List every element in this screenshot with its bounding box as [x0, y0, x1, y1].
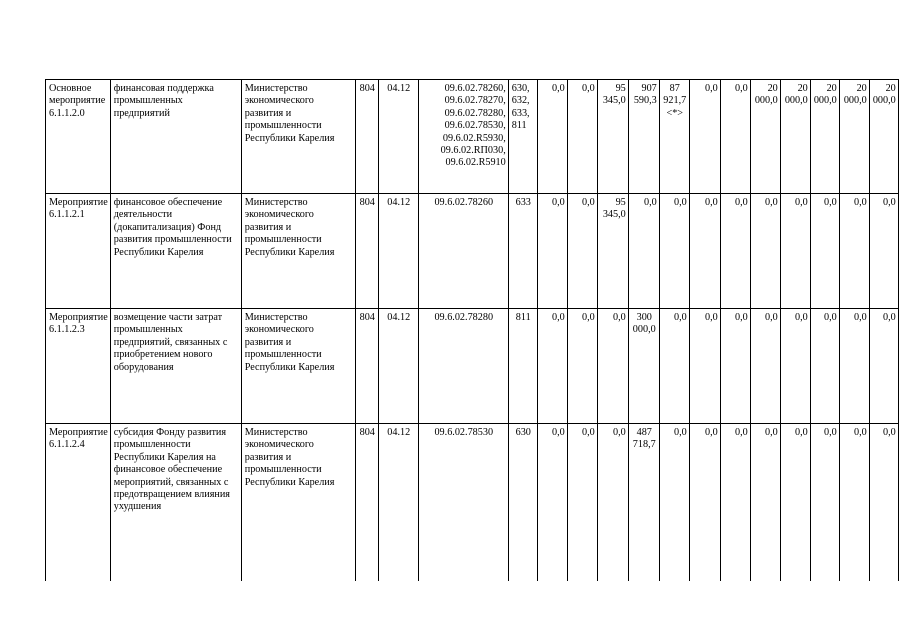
value-cell: 0,0	[567, 80, 597, 194]
value-cell: 0,0	[537, 309, 567, 424]
value-cell: 0,0	[628, 194, 659, 309]
row-grbs: 804	[355, 424, 378, 581]
vr-line: 630,	[511, 83, 530, 94]
csr-line: 09.6.02.78530	[434, 427, 494, 438]
row-rzpr: 04.12	[378, 424, 418, 581]
csr-line: 09.6.02.R5910	[445, 157, 506, 169]
value-cell: 20 000,0	[839, 80, 869, 194]
value-cell: 0,0	[780, 424, 810, 581]
value-cell: 0,0	[537, 194, 567, 309]
value-cell: 0,0	[750, 194, 780, 309]
row-executor: Министерство экономического развития и промышленности Республики Карелия	[241, 424, 355, 581]
value-cell: 20 000,0	[780, 80, 810, 194]
value-cell: 0,0	[810, 194, 839, 309]
value-cell: 0,0	[567, 309, 597, 424]
value-cell: 87 921,7 <*>	[659, 80, 689, 194]
vr-line: 633,	[511, 107, 530, 119]
row-name: финансовое обеспечение деятельности (докапитализация) Фонд развития промышленности Республики Карелия	[110, 194, 241, 309]
value-cell: 0,0	[597, 424, 628, 581]
csr-line: 09.6.02.78260	[434, 197, 494, 208]
row-code: Основное мероприятие 6.1.1.2.0	[46, 80, 111, 194]
value-cell: 0,0	[839, 424, 869, 581]
value-cell: 0,0	[720, 80, 750, 194]
row-executor: Министерство экономического развития и промышленности Республики Карелия	[241, 80, 355, 194]
value-cell: 95 345,0	[597, 194, 628, 309]
csr-line: 09.6.02.78260,	[444, 83, 506, 94]
row-name: субсидия Фонду развития промышленности Республики Карелия на финансовое обеспечение мероприятий, связанных с предотвращением влияния ухудшения	[110, 424, 241, 581]
row-vr	[508, 424, 537, 581]
row-csr	[418, 194, 508, 309]
row-rzpr: 04.12	[378, 194, 418, 309]
value-cell: 0,0	[689, 424, 720, 581]
row-csr	[418, 424, 508, 581]
value-cell: 0,0	[750, 309, 780, 424]
row-csr	[418, 309, 508, 424]
value-cell: 0,0	[750, 424, 780, 581]
csr-line: 09.6.02.78270,	[444, 95, 506, 107]
row-rzpr: 04.12	[378, 80, 418, 194]
vr-line: 811	[511, 120, 527, 132]
vr-line: 811	[515, 312, 531, 323]
row-grbs: 804	[355, 80, 378, 194]
table-row	[46, 80, 899, 194]
row-grbs: 804	[355, 194, 378, 309]
value-cell: 0,0	[689, 309, 720, 424]
value-cell: 0,0	[689, 80, 720, 194]
value-cell: 907 590,3	[628, 80, 659, 194]
csr-line: 09.6.02.78530,	[444, 120, 506, 132]
value-cell: 0,0	[597, 309, 628, 424]
value-cell: 0,0	[869, 424, 898, 581]
csr-line: 09.6.02.78280,	[444, 107, 506, 119]
table-row	[46, 309, 899, 424]
value-cell: 0,0	[810, 309, 839, 424]
vr-line: 630	[515, 427, 531, 438]
row-csr	[418, 80, 508, 194]
row-executor: Министерство экономического развития и промышленности Республики Карелия	[241, 194, 355, 309]
value-cell: 0,0	[780, 194, 810, 309]
row-grbs: 804	[355, 309, 378, 424]
value-cell: 0,0	[659, 309, 689, 424]
row-vr	[508, 309, 537, 424]
value-cell: 0,0	[720, 194, 750, 309]
value-cell: 0,0	[869, 309, 898, 424]
csr-line: 09.6.02.R5930,	[442, 132, 506, 144]
value-cell: 0,0	[720, 309, 750, 424]
vr-line: 632,	[511, 95, 530, 107]
value-cell: 487 718,7	[628, 424, 659, 581]
row-code: Мероприятие 6.1.1.2.4	[46, 424, 111, 581]
row-code: Мероприятие 6.1.1.2.1	[46, 194, 111, 309]
vr-line: 633	[515, 197, 531, 208]
row-name: возмещение части затрат промышленных предприятий, связанных с приобретением нового оборудования	[110, 309, 241, 424]
row-code: Мероприятие 6.1.1.2.3	[46, 309, 111, 424]
value-cell: 0,0	[567, 424, 597, 581]
value-cell: 0,0	[810, 424, 839, 581]
csr-line: 09.6.02.RП030,	[440, 145, 506, 157]
value-cell: 0,0	[689, 194, 720, 309]
row-rzpr: 04.12	[378, 309, 418, 424]
value-cell: 0,0	[659, 194, 689, 309]
value-cell: 95 345,0	[597, 80, 628, 194]
value-cell: 0,0	[537, 80, 567, 194]
table-row	[46, 194, 899, 309]
budget-table	[45, 79, 899, 581]
value-cell: 20 000,0	[869, 80, 898, 194]
csr-line: 09.6.02.78280	[434, 312, 494, 323]
row-vr	[508, 80, 537, 194]
row-vr	[508, 194, 537, 309]
value-cell: 0,0	[839, 194, 869, 309]
value-cell: 20 000,0	[810, 80, 839, 194]
value-cell: 0,0	[537, 424, 567, 581]
value-cell: 20 000,0	[750, 80, 780, 194]
value-cell: 300 000,0	[628, 309, 659, 424]
value-cell: 0,0	[659, 424, 689, 581]
value-cell: 0,0	[839, 309, 869, 424]
table-body	[46, 80, 899, 581]
row-executor: Министерство экономического развития и промышленности Республики Карелия	[241, 309, 355, 424]
value-cell: 0,0	[869, 194, 898, 309]
value-cell: 0,0	[720, 424, 750, 581]
table-row	[46, 424, 899, 581]
value-cell: 0,0	[780, 309, 810, 424]
row-name: финансовая поддержка промышленных предприятий	[110, 80, 241, 194]
value-cell: 0,0	[567, 194, 597, 309]
